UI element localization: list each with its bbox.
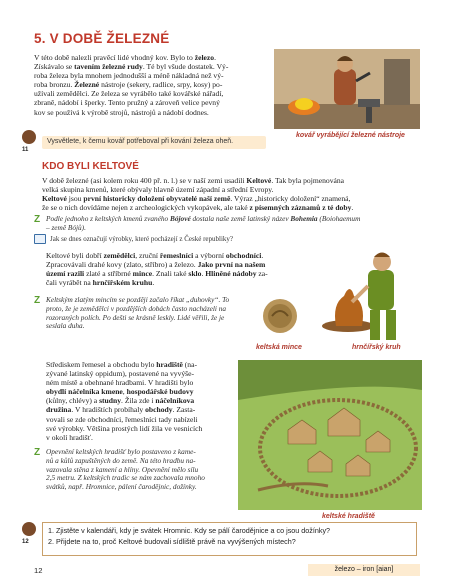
text-line: nů a kůlů zapuštěných do země. Na této hradbu na- — [46, 455, 196, 465]
bold-term: Bójové — [170, 214, 191, 223]
bold-term: železo — [194, 53, 215, 62]
text-line: seslala duha. — [46, 321, 85, 331]
text-line: V této době nalezli pravěcí lidé vhodný kov. Bylo to železo. — [34, 53, 216, 62]
bold-term: družina — [46, 405, 72, 415]
task-products-box: Jak se dnes označují výrobky, které pocházejí z České republiky? — [50, 235, 234, 243]
potter-image — [308, 240, 420, 352]
text-line: Keltové byli dobří zemědělci, zruční řemeslníci a výborní obchodníci. — [46, 251, 264, 260]
hillfort-caption: keltské hradiště — [322, 513, 375, 520]
bold-term: hradiště — [156, 360, 183, 369]
text-line: vazovala stěna z kamení a hlíny. Opevnění mělo sílu — [46, 464, 199, 474]
text-line: Keltským zlatým mincím se později začalo říkat „duhovky“. To — [46, 295, 230, 304]
bold-term: řemeslníci — [159, 251, 194, 260]
text-line: zývané latinský oppidum), postavené na vyvýše- — [46, 369, 195, 379]
celts-heading: KDO BYLI KELTOVÉ — [42, 161, 139, 172]
task-badge-icon-2 — [22, 522, 36, 536]
glossary-box: železo – iron [aian] — [308, 564, 420, 576]
text-line: Podle jednoho z keltských kmenů zvaného Bójové dostala naše země latinský název Bohemia (Boiohaemum — [46, 214, 361, 223]
text-line: roba bronzu. Železné nástroje (sekery, radlice, srpy, kosy) po- — [34, 80, 223, 90]
text-line: Získávalo se tavením železné rudy. Té byl všude dostatek. Vý- — [34, 62, 229, 72]
bold-term: hrnčířském kruhu — [92, 278, 153, 288]
celts-paragraph-2 — [46, 251, 302, 287]
text-line: zbraně, nádobí i šperky. Tento pružný a zároveň velice pevný — [34, 98, 220, 108]
bold-term: Keltové — [42, 194, 67, 204]
hillfort-image — [238, 360, 422, 510]
text-line: Keltové jsou první historicky doložení obyvatelé naší země. Výraz „historicky doložení“ znamená, — [42, 194, 351, 204]
pencil-icon — [34, 234, 46, 244]
bold-term: obchodníci — [225, 251, 262, 260]
text-line: svátků, např. Hromnice, pálení čarodějnic, dožínky. — [46, 482, 197, 492]
text-line: – země Bójů). — [46, 222, 86, 232]
note-arrow-icon-3: Z — [34, 447, 41, 458]
task-number: 11 — [22, 147, 29, 153]
text-line: čali vyrábět na hrnčířském kruhu. — [46, 278, 155, 288]
intro-paragraph — [34, 53, 266, 117]
bold-term: Jako první na našem — [197, 260, 266, 270]
bold-term: území razili — [46, 269, 85, 279]
text-line: rozoraných polích. Po dešti se krásně leskly. Lidé věřili, že je — [46, 312, 225, 322]
questions-number: 12 — [22, 539, 29, 545]
text-line: své výrobky. Většina prostých lidí žila ve vesnicích — [46, 423, 203, 433]
bold-term: náčelníkova — [155, 396, 195, 406]
bold-term: Železné — [74, 80, 100, 90]
blacksmith-image — [274, 49, 420, 129]
bold-term: z písemných záznamů z té doby — [249, 203, 352, 213]
coin-caption: keltská mince — [256, 344, 302, 351]
text-line: území razili zlaté a stříbrné mince. Znali také sklo. Hliněné nádoby za- — [46, 269, 268, 279]
text-line: roba železa byla mnohem jednodušší a méně nákladná než vý- — [34, 71, 224, 81]
celts-paragraph-1 — [42, 176, 420, 212]
text-line: Opevnění keltských hradišť bylo postaveno z kame- — [46, 447, 196, 456]
bold-term: obydlí náčelníka kmene — [46, 387, 123, 397]
question-1: 1. Zjistěte v kalendáři, kdy je svátek Hromnic. Kdy se pálí čarodějnice a co jsou dožínky? — [48, 526, 331, 535]
text-line: kov se používá k výrobě strojů, nástrojů a nádobí dodnes. — [34, 107, 209, 117]
bold-term: Hliněné nádoby — [205, 269, 257, 279]
page-title: 5. V DOBĚ ŽELEZNÉ — [34, 31, 170, 46]
text-line: v okolí hradišť. — [46, 432, 93, 442]
coin-image — [260, 296, 300, 336]
blacksmith-caption: kovář vyrábějící železné nástroje — [296, 132, 405, 139]
bohemia-note — [46, 215, 420, 233]
bold-term: sklo — [188, 269, 202, 279]
text-line: Střediskem řemesel a obchodu bylo hradiště (na- — [46, 360, 197, 369]
text-line: 2,5 metru. Z keltských tradic se nám zachovala mnoho — [46, 473, 205, 483]
text-line: Zpracovávali drahé kovy (zlato, stříbro) a železo. Jako první na našem — [46, 260, 266, 270]
text-line: ném místě a obehnané hradbami. V hradišti bylo — [46, 378, 194, 388]
page-number: 12 — [34, 566, 43, 575]
text-line: že se o nich dovídáme nejen z archeologických vykopávek, ale také z písemných záznamů z té doby. — [42, 203, 354, 213]
note-arrow-icon-2: Z — [34, 295, 41, 306]
bold-term: zemědělci — [103, 251, 136, 260]
question-2: 2. Přijdete na to, proč Keltové budovali sídliště právě na vyvýšených místech? — [48, 537, 296, 546]
bold-term: tavením železné rudy — [74, 62, 143, 72]
bold-term: mince — [132, 269, 153, 279]
coin-note — [46, 296, 254, 331]
potter-caption: hrnčířský kruh — [352, 344, 401, 351]
text-line: vovali se zde obchodníci, řemeslníci tady nabízeli — [46, 414, 198, 424]
text-line: proto, že je zemědělci v pozdějších dobách často nacházeli na — [46, 303, 227, 313]
text-line: obydlí náčelníka kmene, hospodářské budovy — [46, 387, 194, 397]
text-line: (kůlny, chlévy) a studny. Žila zde i náčelníkova — [46, 396, 195, 406]
note-arrow-icon: Z — [34, 214, 41, 225]
fortification-note — [46, 448, 236, 492]
celts-paragraph-3 — [46, 360, 232, 442]
text-line: velká skupina kmenů, které obývaly hlavně území západní a střední Evropy. — [42, 185, 274, 195]
task-11-box: Vysvětlete, k čemu kovář potřeboval při kování železa oheň. — [42, 136, 266, 149]
bold-term: Keltové — [246, 176, 272, 185]
bold-term: obchody — [145, 405, 173, 415]
bold-term: Bohemia — [290, 214, 318, 223]
text-line: užívali zemědělci. Ze železa se vyrábělo také kovářské nářadí, — [34, 89, 224, 99]
bold-term: hospodářské budovy — [126, 387, 194, 397]
text-line: družina. V hradištích probíhaly obchody. Zasta- — [46, 405, 196, 415]
text-line: V době železné (asi kolem roku 400 př. n. l.) se v naší zemi usadili Keltové. Tak byla pojmenována — [42, 176, 345, 185]
task-badge-icon — [22, 130, 36, 144]
bold-term: první historicky doložení obyvatelé naší země — [83, 194, 231, 204]
bold-term: studny — [99, 396, 122, 406]
questions-box — [42, 522, 417, 556]
